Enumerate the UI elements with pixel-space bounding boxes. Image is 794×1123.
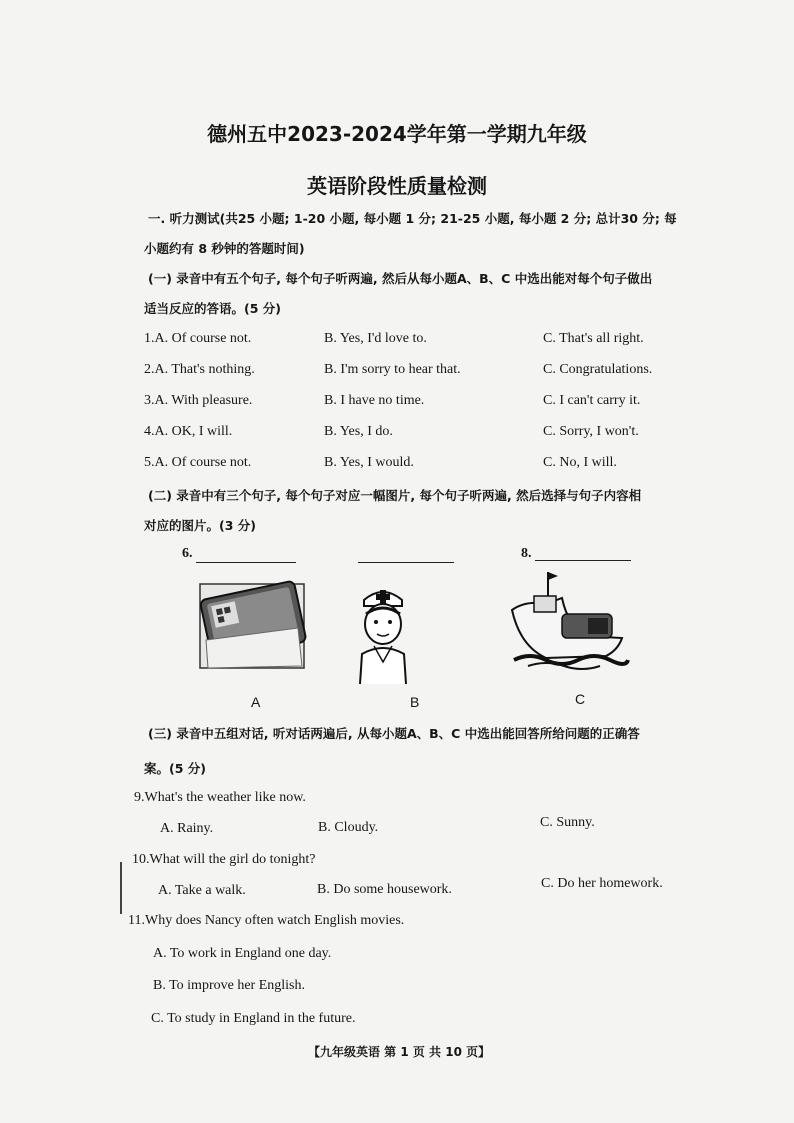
option-a: 3.A. With pleasure. [144, 393, 253, 408]
ship-image [506, 566, 638, 678]
nurse-image [352, 582, 414, 686]
question-10: 10.What will the girl do tonight? [132, 852, 316, 867]
option-b: B. I have no time. [324, 393, 425, 408]
part1-instruction-line1: (一) 录音中有五个句子, 每个句子听两遍, 然后从每小题A、B、C 中选出能对每个句子做出 [148, 271, 653, 286]
part2-instruction-line2: 对应的图片。(3 分) [144, 518, 256, 533]
option-c: C. No, I will. [543, 455, 617, 470]
margin-mark [120, 862, 122, 914]
answer-blank-6[interactable] [196, 562, 296, 563]
q9-option-b: B. Cloudy. [318, 820, 379, 835]
blank-8-label: 8. [521, 546, 532, 561]
option-a: 5.A. Of course not. [144, 455, 252, 470]
blank-6-label: 6. [182, 546, 193, 561]
option-c: C. That's all right. [543, 331, 644, 346]
option-c: C. Congratulations. [543, 362, 653, 377]
option-b: B. Yes, I would. [324, 455, 414, 470]
option-c: C. Sorry, I won't. [543, 424, 639, 439]
exam-title-line1: 德州五中2023-2024学年第一学期九年级 [207, 122, 587, 146]
option-a: 1.A. Of course not. [144, 331, 252, 346]
part2-instruction-line1: (二) 录音中有三个句子, 每个句子对应一幅图片, 每个句子听两遍, 然后选择与句子内容相 [148, 488, 642, 503]
option-c: C. I can't carry it. [543, 393, 641, 408]
q9-option-a: A. Rainy. [160, 821, 214, 836]
option-b: B. Yes, I'd love to. [324, 331, 427, 346]
picture-label-a: A [251, 694, 261, 710]
answer-blank-7[interactable] [358, 562, 454, 563]
question-11: 11.Why does Nancy often watch English movies. [128, 913, 405, 928]
option-a: 2.A. That's nothing. [144, 362, 255, 377]
q10-option-a: A. Take a walk. [158, 883, 246, 898]
q9-option-c: C. Sunny. [540, 815, 595, 830]
part3-instruction-line1: (三) 录音中五组对话, 听对话两遍后, 从每小题A、B、C 中选出能回答所给问题的正确答 [148, 726, 640, 741]
option-a: 4.A. OK, I will. [144, 424, 233, 439]
q11-option-c: C. To study in England in the future. [151, 1011, 356, 1026]
part1-instruction-line2: 适当反应的答语。(5 分) [144, 301, 281, 316]
section1-intro-line1: 一. 听力测试(共25 小题; 1-20 小题, 每小题 1 分; 21-25 小题, 每小题 2 分; 总计30 分; 每 [148, 211, 677, 226]
picture-label-c: C [575, 691, 586, 707]
option-b: B. I'm sorry to hear that. [324, 362, 461, 377]
q10-option-b: B. Do some housework. [317, 882, 452, 897]
answer-blank-8[interactable] [535, 560, 631, 561]
option-b: B. Yes, I do. [324, 424, 393, 439]
q11-option-a: A. To work in England one day. [153, 946, 332, 961]
q10-option-c: C. Do her homework. [541, 876, 663, 891]
page-footer: 【九年级英语 第 1 页 共 10 页】 [308, 1045, 491, 1059]
part3-instruction-line2: 案。(5 分) [144, 761, 206, 776]
section1-intro-line2: 小题约有 8 秒钟的答题时间) [144, 241, 305, 256]
exam-title-line2: 英语阶段性质量检测 [307, 174, 487, 198]
q11-option-b: B. To improve her English. [153, 978, 305, 993]
picture-label-b: B [410, 694, 420, 710]
phone-image [198, 580, 310, 672]
question-9: 9.What's the weather like now. [134, 790, 306, 805]
